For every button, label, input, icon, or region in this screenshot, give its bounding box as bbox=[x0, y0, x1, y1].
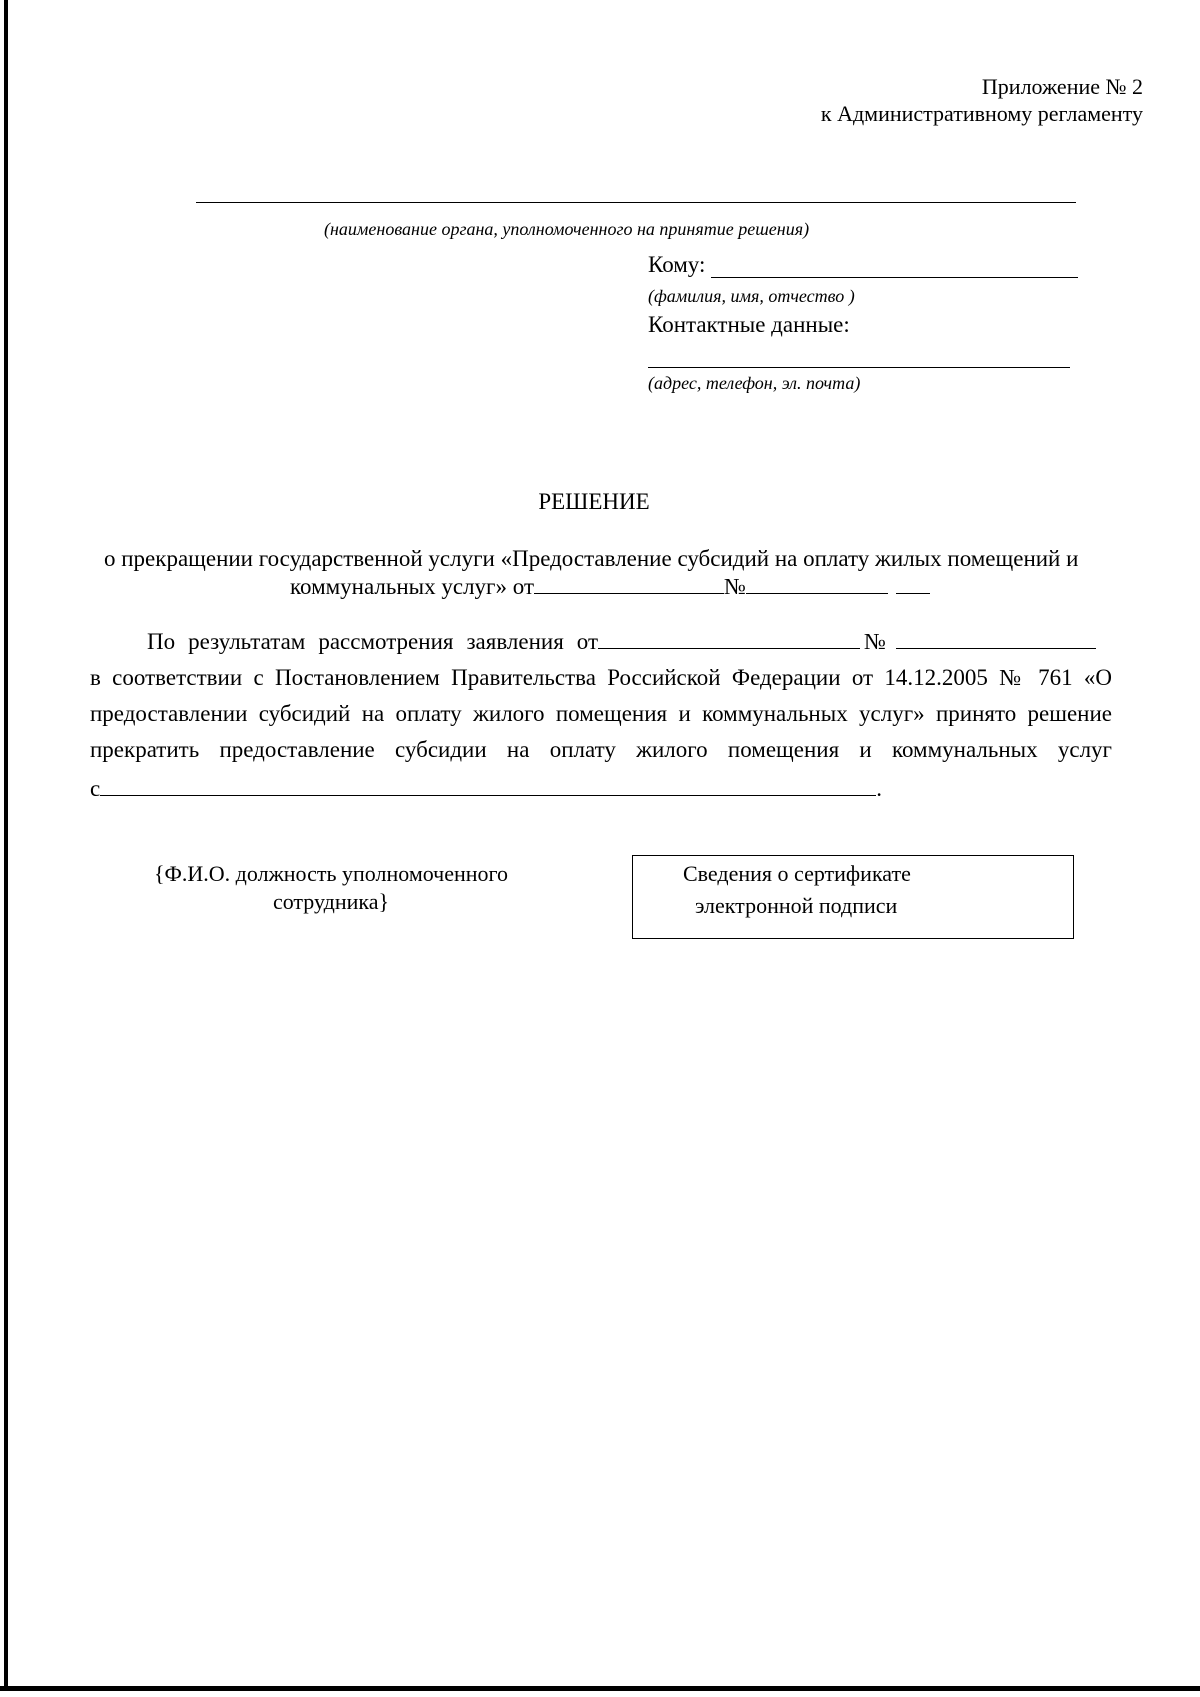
regulation-reference: к Административному регламенту bbox=[820, 101, 1143, 126]
body-line5-suffix: . bbox=[876, 776, 882, 801]
body-line5-prefix: с bbox=[90, 776, 101, 801]
decision-date-blank bbox=[534, 573, 724, 594]
body-line1 bbox=[147, 628, 1096, 656]
decision-subtitle-line2 bbox=[290, 573, 930, 601]
body-word-4: заявления bbox=[466, 629, 564, 654]
recipient-label: Кому: bbox=[648, 252, 706, 277]
appendix-number: Приложение № 2 bbox=[981, 74, 1143, 99]
application-number-blank bbox=[896, 628, 1096, 649]
recipient-name-line bbox=[711, 277, 1078, 278]
official-line2: сотрудника} bbox=[272, 889, 390, 914]
contacts-caption: (адрес, телефон, эл. почта) bbox=[648, 373, 861, 393]
authority-name-line bbox=[196, 202, 1076, 203]
contacts-line bbox=[648, 367, 1070, 368]
page-left-edge bbox=[4, 0, 8, 1690]
certificate-line2: электронной подписи bbox=[695, 893, 898, 918]
application-date-blank bbox=[598, 628, 860, 649]
body-word-2: результатам bbox=[188, 629, 306, 654]
application-number-sign: № bbox=[864, 629, 886, 654]
body-line3: предоставлении субсидий на оплату жилого помещения и коммунальных услуг» принято решение bbox=[90, 701, 1112, 726]
body-line2: в соответствии с Постановлением Правительства Российской Федерации от 14.12.2005 № 761 «О bbox=[90, 665, 1112, 690]
authority-caption: (наименование органа, уполномоченного на принятие решения) bbox=[324, 219, 810, 239]
termination-date-blank bbox=[100, 775, 876, 796]
body-word-1: По bbox=[147, 629, 176, 654]
body-word-3: рассмотрения bbox=[318, 629, 454, 654]
official-line1: {Ф.И.О. должность уполномоченного bbox=[153, 861, 509, 886]
decision-subtitle-line1: о прекращении государственной услуги «Предоставление субсидий на оплату жилых помещений и bbox=[104, 546, 1079, 571]
subtitle-number-sign: № bbox=[724, 574, 746, 599]
decision-number-blank-extra bbox=[896, 573, 930, 594]
decision-number-blank bbox=[746, 573, 888, 594]
body-word-5: от bbox=[576, 629, 599, 654]
page-bottom-edge bbox=[0, 1686, 1200, 1691]
certificate-line1: Сведения о сертификате bbox=[683, 861, 911, 886]
body-line5 bbox=[90, 775, 882, 803]
subtitle-services-text: коммунальных услуг» от bbox=[290, 574, 534, 599]
recipient-name-caption: (фамилия, имя, отчество ) bbox=[648, 286, 855, 306]
decision-title: РЕШЕНИЕ bbox=[538, 489, 650, 514]
contacts-label: Контактные данные: bbox=[648, 312, 850, 337]
body-line4: прекратить предоставление субсидии на оплату жилого помещения и коммунальных услуг bbox=[90, 737, 1112, 762]
